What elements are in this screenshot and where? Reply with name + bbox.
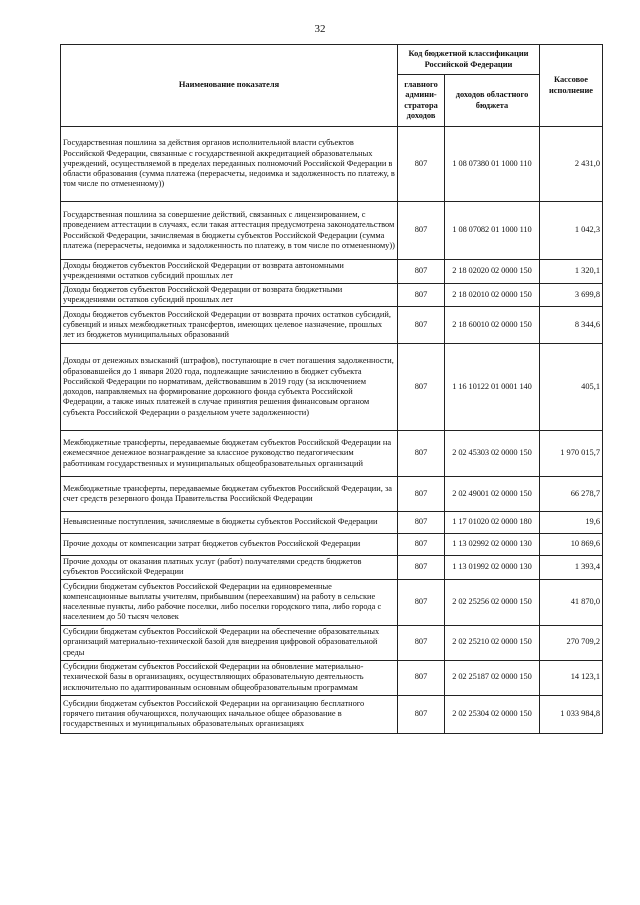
row-admin-code-cell: 807 (398, 579, 445, 625)
regional-income-header: доходов областного бюджета (445, 75, 540, 127)
row-income-code-cell: 2 02 25187 02 0000 150 (445, 660, 540, 695)
table-row (61, 660, 603, 695)
row-amount-cell: 10 869,6 (540, 534, 603, 556)
row-income-code-cell: 2 02 25256 02 0000 150 (445, 579, 540, 625)
row-amount-cell: 1 033 984,8 (540, 695, 603, 733)
row-admin-code-cell: 807 (398, 431, 445, 477)
table-row (61, 283, 603, 307)
table-row (61, 695, 603, 733)
row-amount-cell: 1 393,4 (540, 556, 603, 580)
row-amount-cell: 14 123,1 (540, 660, 603, 695)
row-admin-code-cell: 807 (398, 127, 445, 202)
table-row (61, 579, 603, 625)
row-amount-cell: 405,1 (540, 344, 603, 431)
table-row (61, 625, 603, 660)
row-name-cell: Доходы бюджетов субъектов Российской Федерации от возврата автономными учреждениями остатков субсидий прошлых лет (61, 260, 398, 284)
row-admin-code-cell: 807 (398, 283, 445, 307)
indicator-name-header: Наименование показателя (61, 45, 398, 127)
row-admin-code-cell: 807 (398, 625, 445, 660)
row-amount-cell: 2 431,0 (540, 127, 603, 202)
row-admin-code-cell: 807 (398, 260, 445, 284)
table-row (61, 477, 603, 512)
row-name-cell: Межбюджетные трансферты, передаваемые бюджетам субъектов Российской Федерации, за счет средств резервного фонда Правительства Российской Федерации (61, 477, 398, 512)
row-name-cell: Прочие доходы от компенсации затрат бюджетов субъектов Российской Федерации (61, 534, 398, 556)
row-amount-cell: 1 970 015,7 (540, 431, 603, 477)
cash-execution-header: Кассовое исполнение (540, 45, 603, 127)
row-name-cell: Субсидии бюджетам субъектов Российской Федерации на обновление материально-технической базы в организациях, осуществляющих образовательную деятельность исключительно по адаптированным основным общеобразовательным программам (61, 660, 398, 695)
row-amount-cell: 8 344,6 (540, 307, 603, 344)
table-row (61, 307, 603, 344)
table-header (61, 45, 603, 127)
row-admin-code-cell: 807 (398, 556, 445, 580)
row-amount-cell: 1 320,1 (540, 260, 603, 284)
table-row (61, 556, 603, 580)
row-admin-code-cell: 807 (398, 512, 445, 534)
row-name-cell: Невыясненные поступления, зачисляемые в бюджеты субъектов Российской Федерации (61, 512, 398, 534)
row-income-code-cell: 2 02 25304 02 0000 150 (445, 695, 540, 733)
row-amount-cell: 270 709,2 (540, 625, 603, 660)
row-income-code-cell: 2 02 49001 02 0000 150 (445, 477, 540, 512)
row-income-code-cell: 1 17 01020 02 0000 180 (445, 512, 540, 534)
table-row (61, 431, 603, 477)
table-row (61, 127, 603, 202)
table-row (61, 344, 603, 431)
page-number: 32 (314, 23, 326, 35)
classification-code-header: Код бюджетной классификации Российской Федерации (398, 45, 540, 75)
row-income-code-cell: 1 08 07082 01 1000 110 (445, 202, 540, 260)
table-body (61, 127, 603, 734)
row-income-code-cell: 2 18 02010 02 0000 150 (445, 283, 540, 307)
row-name-cell: Государственная пошлина за совершение действий, связанных с лицензированием, с проведением аттестации в случаях, если такая аттестация предусмотрена законодательством Российской Федерации, зачисляемая в бюджеты субъектов Российской Федерации (сумма платежа (перерасчеты, недоимка и задолженность по платежу, в том числе по отмененному)) (61, 202, 398, 260)
row-income-code-cell: 2 02 25210 02 0000 150 (445, 625, 540, 660)
row-name-cell: Доходы бюджетов субъектов Российской Федерации от возврата прочих остатков субсидий, субвенций и иных межбюджетных трансфертов, имеющих целевое назначение, прошлых лет из бюджетов муниципальных образований (61, 307, 398, 344)
row-admin-code-cell: 807 (398, 307, 445, 344)
row-amount-cell: 1 042,3 (540, 202, 603, 260)
table-row (61, 512, 603, 534)
row-amount-cell: 66 278,7 (540, 477, 603, 512)
row-income-code-cell: 2 18 02020 02 0000 150 (445, 260, 540, 284)
row-name-cell: Государственная пошлина за действия органов исполнительной власти субъектов Российской Федерации, связанные с государственной аккредитацией образовательных учреждений, осуществляемой в пределах переданных полномочий Российской Федерации в области образования (сумма платежа (перерасчеты, недоимка и задолженность по платежу, в том числе по отмененному)) (61, 127, 398, 202)
row-name-cell: Доходы бюджетов субъектов Российской Федерации от возврата бюджетными учреждениями остатков субсидий прошлых лет (61, 283, 398, 307)
table-row (61, 534, 603, 556)
row-income-code-cell: 1 13 01992 02 0000 130 (445, 556, 540, 580)
row-name-cell: Межбюджетные трансферты, передаваемые бюджетам субъектов Российской Федерации на ежемесячное денежное вознаграждение за классное руководство педагогическим работникам государственных и муниципальных общеобразовательных организаций (61, 431, 398, 477)
row-income-code-cell: 1 16 10122 01 0001 140 (445, 344, 540, 431)
row-amount-cell: 19,6 (540, 512, 603, 534)
row-name-cell: Прочие доходы от оказания платных услуг (работ) получателями средств бюджетов субъектов Российской Федерации (61, 556, 398, 580)
row-income-code-cell: 1 13 02992 02 0000 130 (445, 534, 540, 556)
row-admin-code-cell: 807 (398, 344, 445, 431)
row-income-code-cell: 2 02 45303 02 0000 150 (445, 431, 540, 477)
table-row (61, 260, 603, 284)
row-amount-cell: 41 870,0 (540, 579, 603, 625)
chief-admin-header: главного админи-стратора доходов (398, 75, 445, 127)
row-name-cell: Субсидии бюджетам субъектов Российской Федерации на организацию бесплатного горячего питания обучающихся, получающих начальное общее образование в государственных и муниципальных образовательных организациях (61, 695, 398, 733)
row-income-code-cell: 2 18 60010 02 0000 150 (445, 307, 540, 344)
row-name-cell: Субсидии бюджетам субъектов Российской Федерации на единовременные компенсационные выплаты учителям, прибывшим (переехавшим) на работу в сельские населенные пункты, либо рабочие поселки, либо поселки городского типа, либо города с населением до 50 тысяч человек (61, 579, 398, 625)
table-row (61, 202, 603, 260)
row-amount-cell: 3 699,8 (540, 283, 603, 307)
row-admin-code-cell: 807 (398, 202, 445, 260)
row-name-cell: Субсидии бюджетам субъектов Российской Федерации на обеспечение образовательных организаций материально-технической базой для внедрения цифровой образовательной среды (61, 625, 398, 660)
row-admin-code-cell: 807 (398, 660, 445, 695)
row-admin-code-cell: 807 (398, 534, 445, 556)
row-admin-code-cell: 807 (398, 477, 445, 512)
row-income-code-cell: 1 08 07380 01 1000 110 (445, 127, 540, 202)
row-name-cell: Доходы от денежных взысканий (штрафов), поступающие в счет погашения задолженности, образовавшейся до 1 января 2020 года, подлежащие зачислению в бюджет субъекта Российской Федерации по нормативам, действовавшим в 2019 году (за исключением доходов, направляемых на формирование дорожного фонда субъекта Российской Федерации, а также иных платежей в случае принятия решения финансовым органом субъекта Российской Федерации о раздельном учете задолженности) (61, 344, 398, 431)
row-admin-code-cell: 807 (398, 695, 445, 733)
revenue-table (60, 44, 603, 734)
